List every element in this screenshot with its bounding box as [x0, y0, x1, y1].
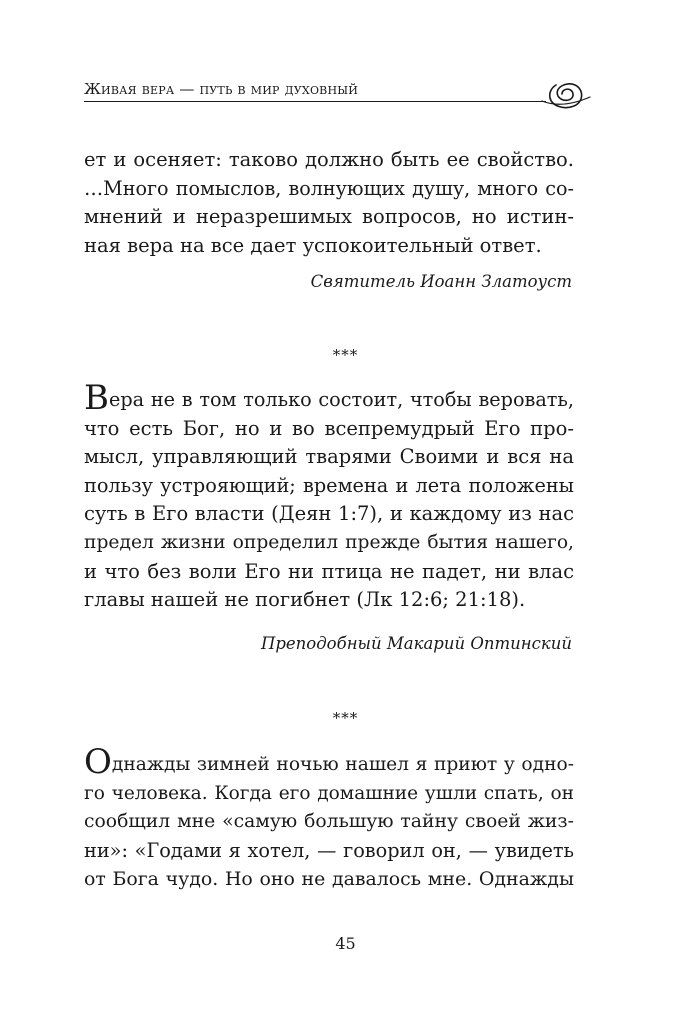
paragraph-story — [84, 742, 574, 894]
text-line — [84, 742, 574, 782]
drop-cap: О — [84, 742, 112, 782]
text-line: мысл, управляющий тварями Своими и вся на — [84, 445, 574, 469]
text-line: го человека. Когда его домашние ушли спать, он — [84, 782, 574, 804]
page-number: 45 — [335, 934, 356, 953]
text-line: ет и осеняет: таково должно быть ее свойство. — [84, 148, 574, 171]
text-line: что есть Бог, но и во всепремудрый Его про- — [84, 416, 574, 440]
text-line: ная вера на все дает успокоительный ответ. — [84, 233, 542, 257]
section-separator: *** — [332, 709, 359, 727]
first-line-text: днажды зимней ночью нашел я приют у одно- — [111, 754, 574, 775]
quote-makariy — [84, 378, 574, 615]
text-line — [84, 378, 574, 418]
first-line-text: ера не в том только состоит, чтобы веровать, — [109, 388, 574, 411]
text-line: от Бога чудо. Но оно не давалось мне. Однажды — [84, 868, 574, 891]
swirl-ornament-icon — [532, 74, 592, 114]
text-line: суть в Его власти (Деян 1:7), и каждому из нас — [84, 502, 574, 526]
text-line: главы нашей не погибнет (Лк 12:6; 21:18). — [84, 588, 526, 612]
attribution-makariy: Преподобный Макарий Оптинский — [260, 634, 572, 653]
attribution-ioann: Святитель Иоанн Златоуст — [310, 272, 572, 291]
section-separator: *** — [332, 346, 359, 364]
text-line: предел жизни определил прежде бытия нашего, — [84, 531, 574, 553]
paragraph-continuation — [84, 146, 574, 260]
drop-cap: В — [84, 378, 109, 418]
running-header — [84, 74, 596, 114]
text-line: …Много помыслов, волнующих душу, много со- — [84, 176, 574, 200]
running-title: Живая вера — путь в мир духовный — [84, 80, 359, 98]
text-line: сообщил мне «самую большую тайну своей жиз- — [84, 811, 574, 833]
text-line: мнений и неразрешимых вопросов, но истин- — [84, 205, 574, 229]
text-line: пользу устрояющий; времена и лета положены — [84, 473, 574, 497]
text-line: и что без воли Его ни птица не падет, ни влас — [84, 559, 574, 583]
header-rule — [84, 101, 546, 102]
text-line: ни»: «Годами я хотел, — говорил он, — увидеть — [84, 838, 574, 862]
